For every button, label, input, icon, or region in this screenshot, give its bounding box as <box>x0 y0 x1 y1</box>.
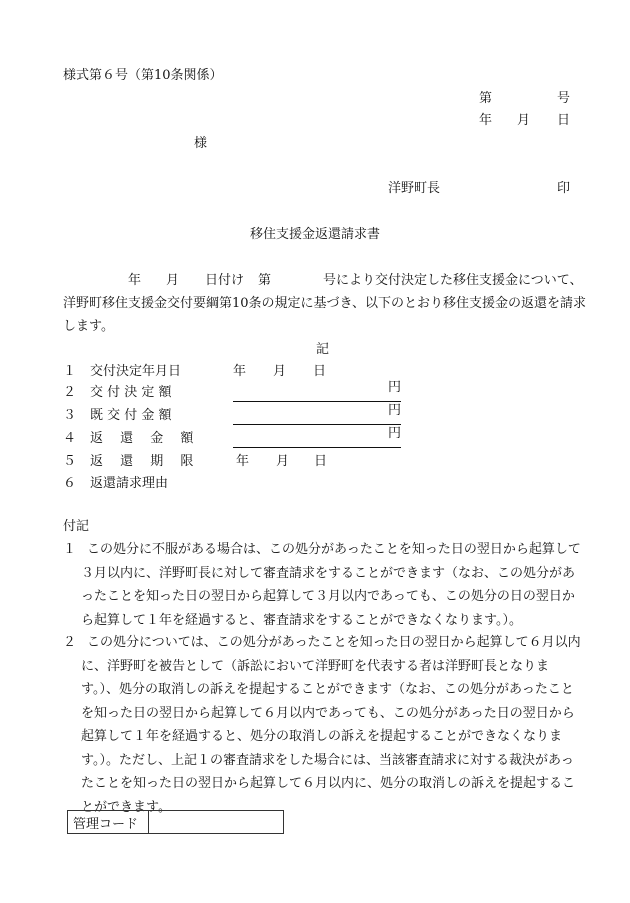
item-year: 年 <box>236 454 250 469</box>
note-text: この処分については、この処分があったことを知った日の翌日から起算して６月以内に、洋野町を被告として（訴訟において洋野町を代表する者は洋野町長となります。）、処分の取消しの訴えを提起することができます（なお、この処分があったことを知った日の翌日から起算して６月以内であっても、この処分があった日の翌日から起算して１年を経過すると、処分の取消しの訴えを提起することができなくなります。）。ただし、上記１の審査請求をした場合には、当該審査請求に対する裁決があったことを知った日の翌日から起算して６月以内に、処分の取消しの訴えを提起することができます。 <box>81 635 581 815</box>
item-row-4 <box>63 426 401 451</box>
note-number: １ <box>63 542 77 557</box>
item-number: ４ <box>63 431 77 446</box>
body-date-month: 月 <box>166 273 180 288</box>
item-label: 既 交 付 金 額 <box>90 408 172 423</box>
document-title: 移住支援金返還請求書 <box>249 227 380 242</box>
item-year: 年 <box>233 364 247 379</box>
item-number: ３ <box>63 408 77 423</box>
header-year: 年 <box>479 113 493 128</box>
item-row-6 <box>63 472 393 496</box>
item-day: 日 <box>314 454 328 469</box>
item-row-5 <box>63 450 393 474</box>
management-code-field[interactable] <box>149 811 284 834</box>
item-number: １ <box>63 364 77 379</box>
yen-unit: 円 <box>387 380 401 395</box>
item-month: 月 <box>276 454 290 469</box>
management-code-table <box>67 810 284 834</box>
amount-underline <box>233 404 401 425</box>
doc-no-prefix: 第 <box>479 91 493 106</box>
addressee-sama: 様 <box>194 136 208 151</box>
body-line1-tail: 号により交付決定した移住支援金について、 <box>323 273 583 288</box>
item-day: 日 <box>313 364 327 379</box>
body-date-dated: 日付け <box>205 273 245 288</box>
item-row-3 <box>63 403 401 428</box>
body-no-prefix: 第 <box>258 273 272 288</box>
yen-unit: 円 <box>387 403 401 418</box>
item-number: ２ <box>63 385 77 400</box>
header-month: 月 <box>517 113 531 128</box>
yen-unit: 円 <box>387 426 401 441</box>
amount-underline <box>233 381 401 402</box>
ki-mark: 記 <box>316 342 330 357</box>
note-1 <box>63 538 583 632</box>
item-label: 交 付 決 定 額 <box>90 385 172 400</box>
note-text: この処分に不服がある場合は、この処分があったことを知った日の翌日から起算して３月以内に、洋野町長に対して審査請求をすることができます（なお、この処分があったことを知った日の翌日から起算して３月以内であっても、この処分の日の翌日から起算して１年を経過すると、審査請求をすることができなくなります。）。 <box>81 542 581 628</box>
item-label: 返 還 金 額 <box>90 431 194 446</box>
body-line3: します。 <box>63 319 114 334</box>
form-number: 様式第６号（第10条関係） <box>63 68 223 83</box>
body-date-year: 年 <box>128 273 142 288</box>
item-month: 月 <box>273 364 287 379</box>
item-label: 交付決定年月日 <box>90 364 182 379</box>
item-row-2 <box>63 380 401 405</box>
notes-heading: 付記 <box>63 519 90 534</box>
item-number: ５ <box>63 454 77 469</box>
issuer-name: 洋野町長 <box>388 181 441 196</box>
note-number: ２ <box>63 635 77 650</box>
item-number: ６ <box>63 476 77 491</box>
item-label: 返 還 期 限 <box>90 454 194 469</box>
amount-underline <box>233 427 401 448</box>
management-code-label: 管理コード <box>68 811 149 834</box>
note-2 <box>63 631 583 819</box>
header-day: 日 <box>557 113 571 128</box>
body-line2: 洋野町移住支援金交付要綱第10条の規定に基づき、以下のとおり移住支援金の返還を請求 <box>63 296 587 311</box>
seal-mark: 印 <box>557 181 571 196</box>
item-label: 返還請求理由 <box>90 476 169 491</box>
doc-no-suffix: 号 <box>557 91 571 106</box>
